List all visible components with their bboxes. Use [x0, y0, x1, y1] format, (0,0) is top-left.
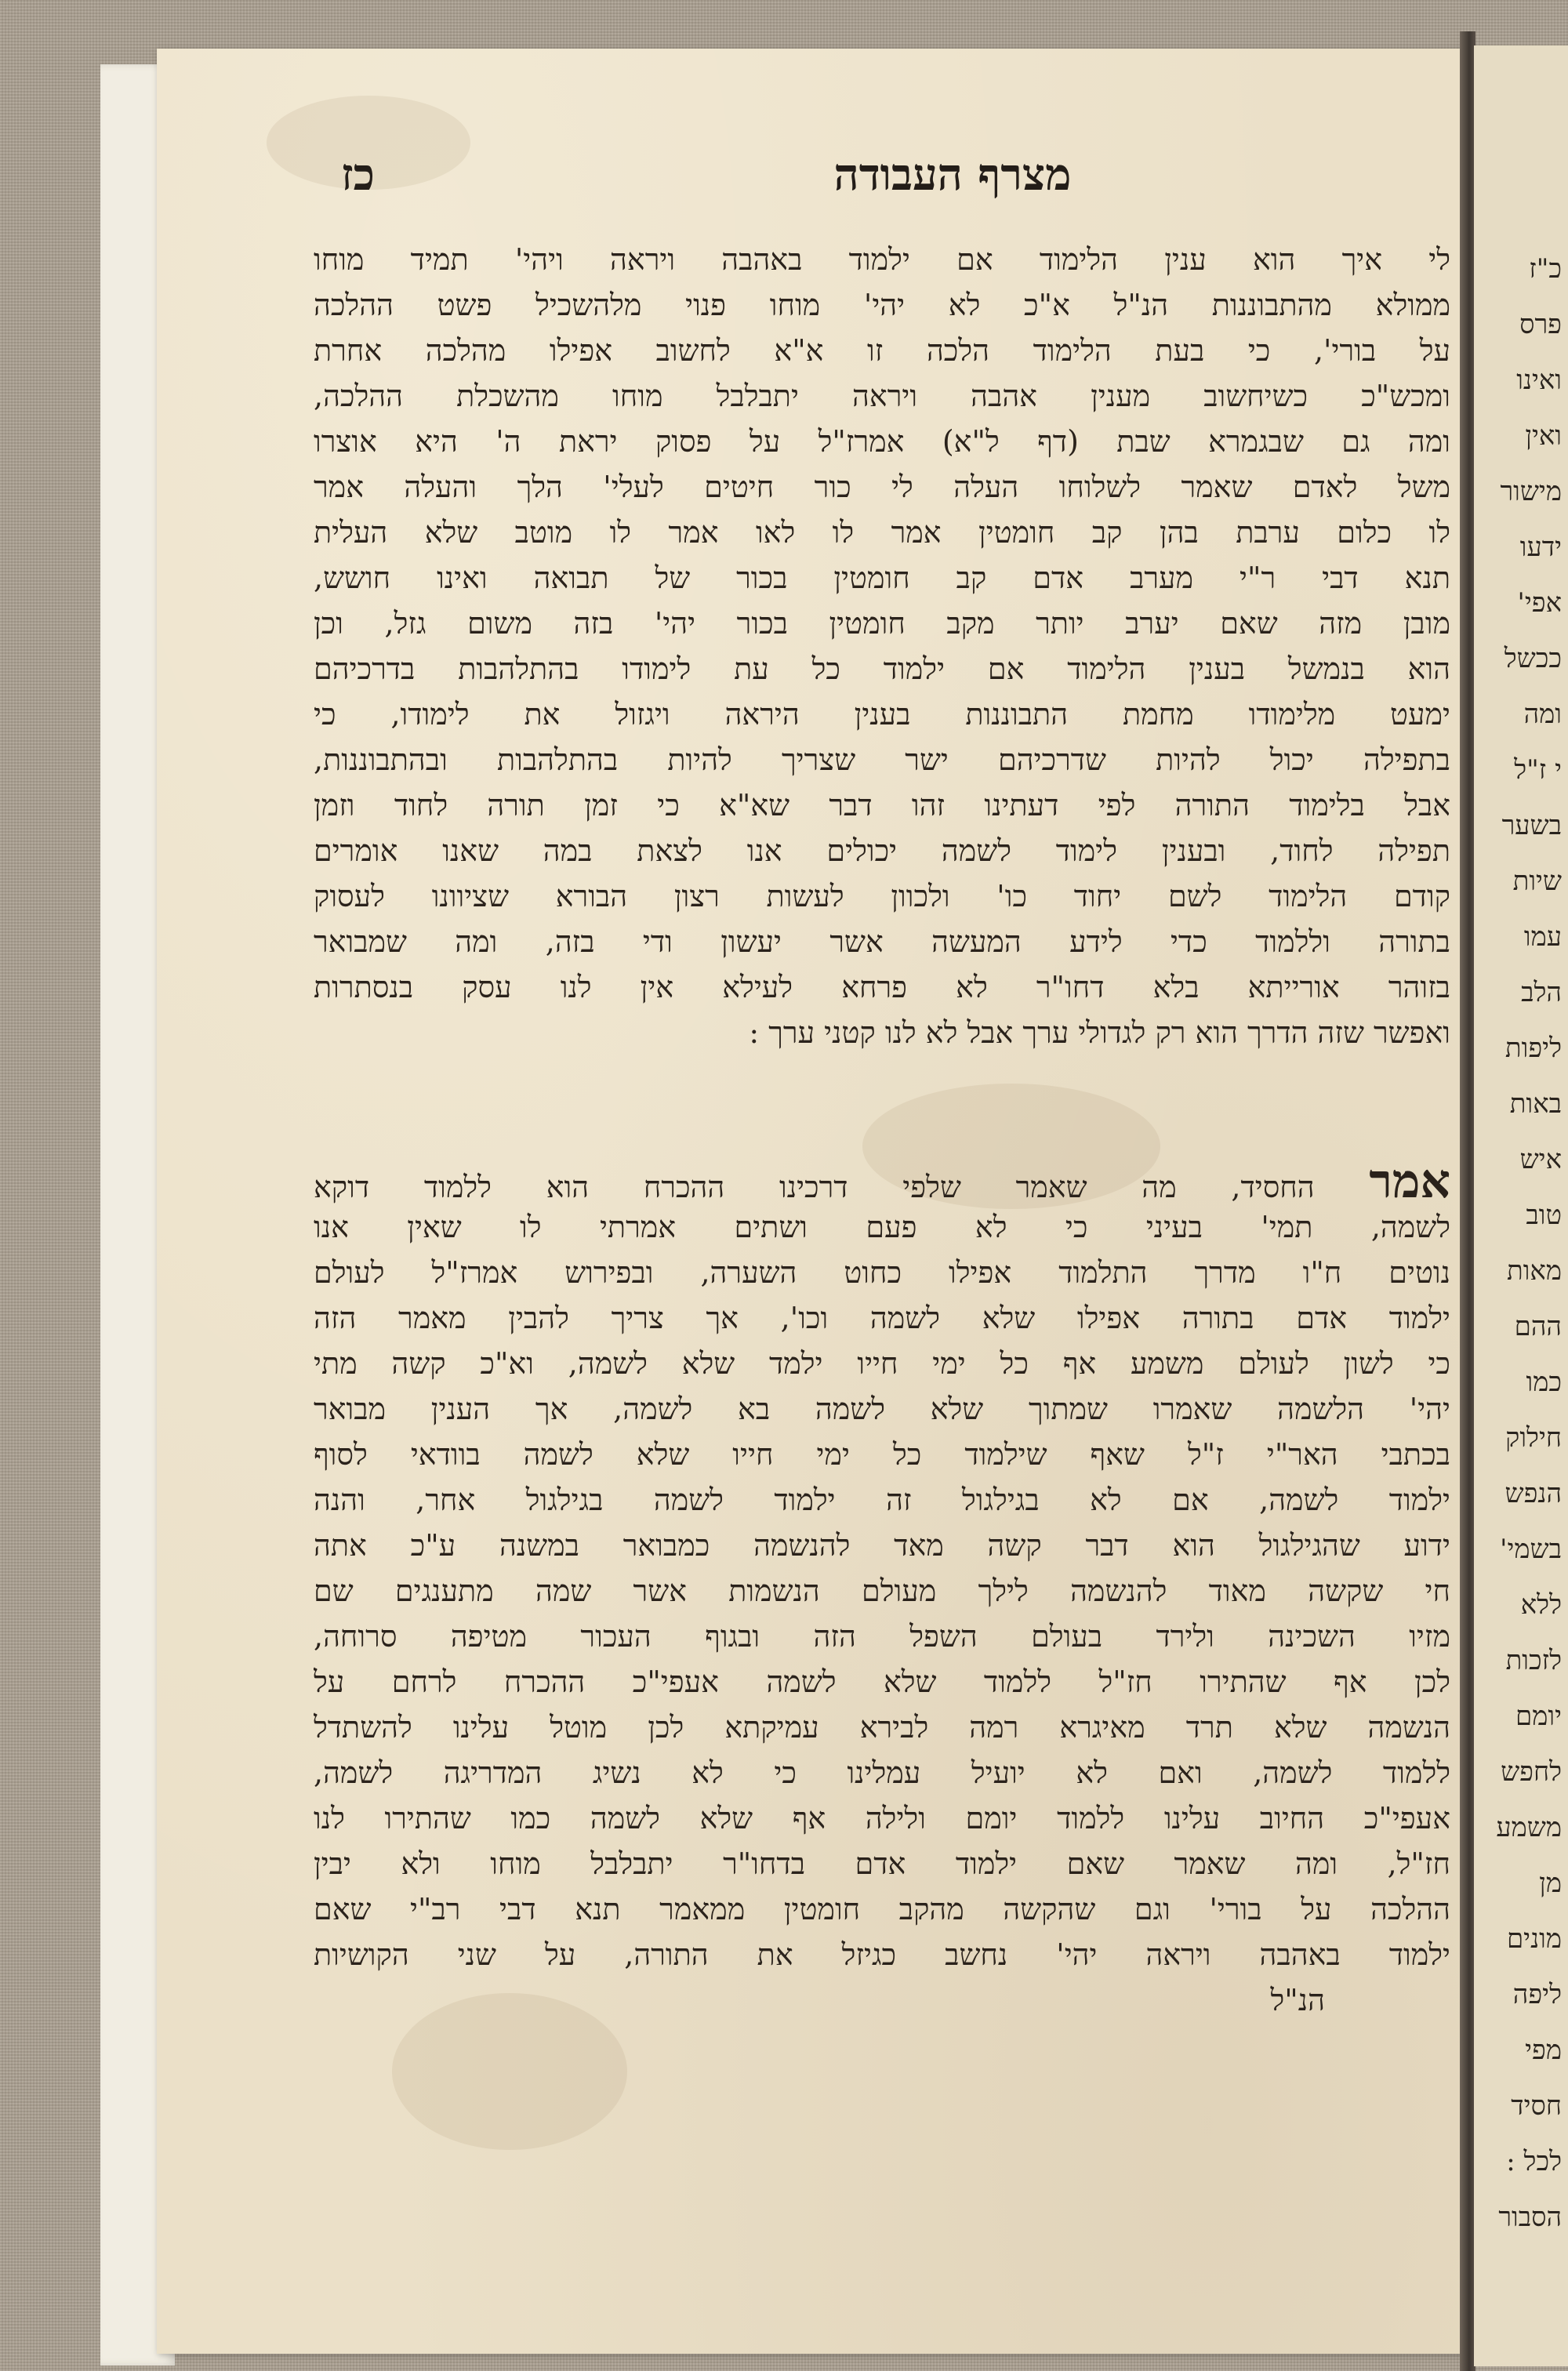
- text-line: כי לשון לעולם משמע אף כל ימי חייו ילמד שלא לשמה, וא"כ קשה מתי: [314, 1346, 1450, 1381]
- facing-page-fragment: ואין: [1525, 420, 1562, 452]
- text-line: ומה גם שבגמרא שבת (דף ל"א) אמרז"ל על פסוק יראת ה' היא אוצרו: [314, 424, 1450, 459]
- paragraph-2: [314, 1159, 1450, 2023]
- text-line: מזיו השכינה ולירד בעולם השפל הזה ובגוף העכור מטיפה סרוחה,: [314, 1619, 1450, 1654]
- text-line: ילמוד אדם בתורה אפילו שלא לשמה וכו', אך צריך להבין מאמר הזה: [314, 1301, 1450, 1335]
- page-header: [310, 149, 1454, 212]
- facing-page-fragment: לכל :: [1506, 2146, 1562, 2177]
- facing-page-fragment: טוב: [1526, 1200, 1562, 1231]
- facing-page-edge: [1474, 45, 1568, 2366]
- text-line: חי שקשה מאוד להנשמה לילך מעולם הנשמות אשר שמה מתענגים שם: [314, 1574, 1450, 1608]
- text-line: ידוע שהגילגול הוא דבר קשה מאד להנשמה כמבואר במשנה ע"כ אתה: [314, 1528, 1450, 1563]
- text-line: לי איך הוא ענין הלימוד אם ילמוד באהבה ויראה ויהי' תמיד מוחו: [314, 242, 1450, 277]
- facing-page-fragment: שיות: [1512, 866, 1562, 897]
- facing-page-fragment: עמו: [1523, 921, 1562, 953]
- facing-page-fragment: לחפש: [1501, 1756, 1562, 1788]
- running-title: מצרף העבודה: [833, 149, 1072, 201]
- facing-page-fragment: משמע: [1496, 1812, 1562, 1843]
- text-line: חז"ל, ומה שאמר שאם ילמוד אדם בדחו"ר יתבלבל מוחו ולא יבין: [314, 1846, 1450, 1881]
- facing-page-fragment: י ז"ל: [1514, 754, 1562, 786]
- text-line: משל לאדם שאמר לשלוחו העלה לי כור חיטים לעלי' הלך והעלה אמר: [314, 470, 1450, 504]
- text-line: [314, 1159, 1450, 1204]
- text-line: לו כלום ערבת בהן קב חומטין אמר לו לאו אמר לו מוטב שלא העלית: [314, 515, 1450, 550]
- opening-word: אמר: [1369, 1159, 1450, 1204]
- text-line: בתורה וללמוד כדי לידע המעשה אשר יעשון ודי בזה, ומה שמבואר: [314, 924, 1450, 959]
- text-line: לכן אף שהתירו חז"ל ללמוד שלא לשמה אעפי"כ ההכרח לרחם על: [314, 1665, 1450, 1699]
- facing-page-fragment: ואינו: [1516, 365, 1562, 396]
- text-line: אעפי"כ החיוב עלינו ללמוד יומם ולילה אף שלא לשמה כמו שהתירו לנו: [314, 1801, 1450, 1835]
- text-line-content: החסיד, מה שאמר שלפי דרכינו ההכרח הוא ללמוד דוקא: [314, 1170, 1315, 1204]
- text-line: ממולא מהתבוננות הנ"ל א"כ לא יהי' מוחו פנוי מלהשכיל פשט ההלכה: [314, 288, 1450, 322]
- text-line: נוטים ח"ו מדרך התלמוד אפילו כחוט השערה, ובפירוש אמרז"ל לעולם: [314, 1255, 1450, 1290]
- facing-page-fragment: מישור: [1500, 476, 1562, 507]
- text-line: ואפשר שזה הדרך הוא רק לגדולי ערך אבל לא לנו קטני ערך :: [749, 1015, 1450, 1050]
- text-line: בתפילה יכול להיות שדרכיהם ישר שצריך להיות בהתלהבות ובהתבוננות,: [314, 743, 1450, 777]
- text-line: יהי' הלשמה שאמרו שמתוך שלא לשמה בא לשמה, אך הענין מבואר: [314, 1392, 1450, 1426]
- facing-page-fragment: כ"ז: [1529, 253, 1562, 285]
- facing-page-fragment: אפי': [1517, 587, 1562, 619]
- text-line: קודם הלימוד לשם יחוד כו' ולכוון לעשות רצון הבורא שציוונו לעסוק: [314, 879, 1450, 913]
- facing-page-fragment: הלב: [1521, 977, 1562, 1008]
- facing-page-fragment: פרס: [1519, 309, 1562, 340]
- facing-page-fragment: ומה: [1523, 699, 1562, 730]
- facing-page-fragment: מונים: [1506, 1923, 1562, 1955]
- facing-page-fragment: הסבור: [1498, 2202, 1562, 2233]
- facing-page-fragment: מן: [1539, 1868, 1562, 1899]
- facing-page-fragment: ליפה: [1512, 1979, 1562, 2010]
- text-line: על בורי', כי בעת הלימוד הלכה זו א"א לחשוב אפילו מהלכה אחרת: [314, 333, 1450, 368]
- text-line: ילמוד לשמה, אם לא בגילגול זה ילמוד לשמה בגילגול אחר, והנה: [314, 1483, 1450, 1517]
- facing-page-fragment: לזכות: [1505, 1645, 1562, 1676]
- text-line: תפילה לחוד, ובענין לימוד לשמה יכולים אנו לצאת במה שאנו אומרים: [314, 833, 1450, 868]
- text-line: הנשמה שלא תרד מאיגרא רמה לבירא עמיקתא לכן מוטל עלינו להשתדל: [314, 1710, 1450, 1745]
- text-line: תנא דבי ר"י מערב אדם קב חומטין בכור של תבואה ואינו חושש,: [314, 561, 1450, 595]
- text-line: לשמה, תמי' בעיני כי לא פעם ושתים אמרתי לו שאין אנו: [314, 1210, 1450, 1244]
- facing-page-fragment: חסיד: [1511, 2090, 1562, 2122]
- facing-page-fragment: הנפש: [1504, 1478, 1562, 1509]
- text-line: ילמוד באהבה ויראה יהי' נחשב כגיזל את התורה, על שני הקושיות: [314, 1937, 1450, 1972]
- facing-page-fragment: מפי: [1525, 2035, 1562, 2066]
- text-line: בכתבי האר"י ז"ל שאף שילמוד כל ימי חייו שלא לשמה בוודאי לסוף: [314, 1437, 1450, 1472]
- facing-page-fragment: ליפות: [1504, 1033, 1562, 1064]
- facing-page-fragment: בשמי': [1500, 1534, 1562, 1565]
- text-line: ימעט מלימודו מחמת התבוננות בענין היראה ויגזול את לימודו, כי: [314, 697, 1450, 732]
- facing-page-fragment: יומם: [1515, 1701, 1562, 1732]
- facing-page-fragment: ההם: [1514, 1311, 1562, 1342]
- paragraph-1: [314, 237, 1450, 1055]
- text-line: ההלכה על בורי' וגם שהקשה מהקב חומטין ממאמר תנא דבי רב"י שאם: [314, 1892, 1450, 1926]
- book-gutter: [1460, 31, 1475, 2371]
- text-line: ללמוד לשמה, ואם לא יועיל עמלינו כי לא נשיג המדריגה לשמה,: [314, 1756, 1450, 1790]
- facing-page-fragment: בשער: [1501, 810, 1562, 841]
- page-number: כז: [341, 149, 375, 201]
- text-line: מובן מזה שאם יערב יותר מקב חומטין בכור יהי' בזה משום גזל, וכן: [314, 606, 1450, 641]
- text-line: אבל בלימוד התורה לפי דעתינו זהו דבר שא"א כי זמן תורה לחוד וזמן: [314, 788, 1450, 822]
- facing-page-fragment: איש: [1519, 1144, 1562, 1175]
- facing-page-fragment: חילוק: [1505, 1422, 1562, 1454]
- facing-page-fragment: מאות: [1507, 1255, 1562, 1287]
- facing-page-fragment: ללא: [1520, 1589, 1562, 1621]
- text-line: ומכש"כ כשיחשוב מענין אהבה ויראה יתבלבל מוחו מהשכלת ההלכה,: [314, 379, 1450, 413]
- facing-page-fragment: ככשל: [1504, 643, 1562, 674]
- text-line: הוא בנמשל בענין הלימוד אם ילמוד כל עת לימודו בהתלהבות בדרכיהם: [314, 652, 1450, 686]
- text-line: בזוהר אורייתא בלא דחו"ר לא פרחא לעילא אין לנו עסק בנסתרות: [314, 970, 1450, 1004]
- facing-page-fragment: באות: [1509, 1088, 1562, 1120]
- final-line: הנ"ל: [1270, 1983, 1325, 2017]
- facing-page-fragment: כמו: [1526, 1367, 1562, 1398]
- facing-page-fragment: ידעו: [1519, 532, 1562, 563]
